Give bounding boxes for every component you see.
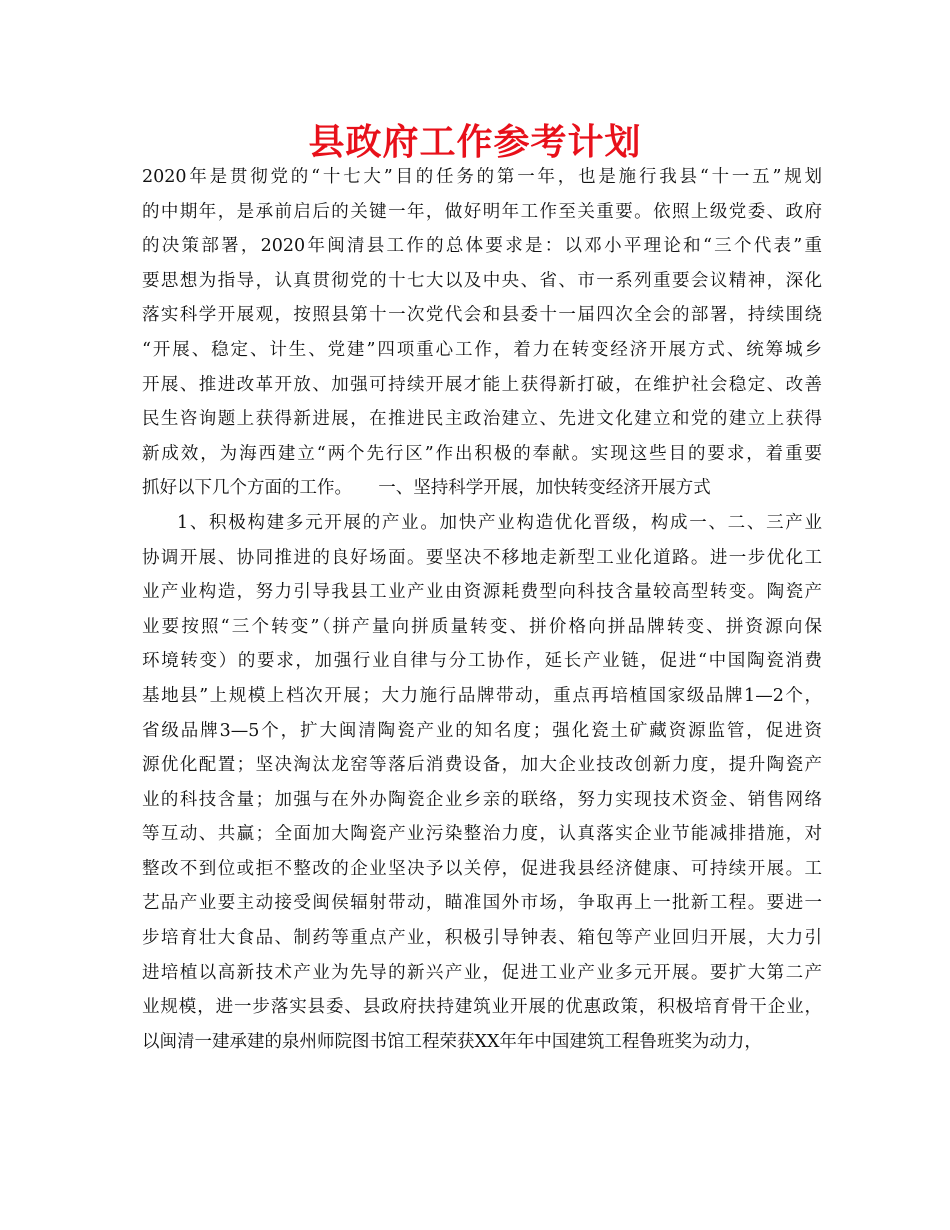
body-line: “开展、稳定、计生、党建”四项重心工作，着力在转变经济开展方式、统筹城乡: [142, 339, 822, 360]
body-line: 新成效，为海西建立“两个先行区”作出积极的奉献。实现这些目的要求，着重要: [142, 443, 822, 464]
body-line: 要思想为指导，认真贯彻党的十七大以及中央、省、市一系列重要会议精神，深化: [142, 270, 822, 291]
body-line: 艺品产业要主动接受闽侯辐射带动，瞄准国外市场，争取再上一批新工程。要进一: [142, 893, 822, 914]
document-title: 县政府工作参考计划: [308, 121, 642, 163]
body-line: 协调开展、协同推进的良好场面。要坚决不移地走新型工业化道路。进一步优化工: [142, 547, 822, 568]
section-heading-line: 抓好以下几个方面的工作。 一、坚持科学开展，加快转变经济开展方式: [142, 478, 711, 499]
body-line: 2020年是贯彻党的“十七大”目的任务的第一年，也是施行我县“十一五”规划: [142, 167, 822, 187]
body-line: 步培育壮大食品、制药等重点产业，积极引导钟表、箱包等产业回归开展，大力引: [142, 928, 822, 949]
body-line: 业的科技含量；加强与在外办陶瓷企业乡亲的联络，努力实现技术资金、销售网络: [142, 789, 822, 810]
body-line: 开展、推进改革开放、加强可持续开展才能上获得新打破，在维护社会稳定、改善: [142, 374, 822, 395]
body-line: 源优化配置；坚决淘汰龙窑等落后消费设备，加大企业技改创新力度，提升陶瓷产: [142, 755, 822, 776]
body-line: 业要按照“三个转变”（拼产量向拼质量转变、拼价格向拼品牌转变、拼资源向保: [142, 616, 822, 637]
document-body: [142, 160, 822, 1059]
body-line: 以闽清一建承建的泉州师院图书馆工程荣获XX年年中国建筑工程鲁班奖为动力，: [142, 1031, 762, 1052]
body-line: 整改不到位或拒不整改的企业坚决予以关停，促进我县经济健康、可持续开展。工: [142, 858, 822, 879]
body-line: 的中期年，是承前启后的关键一年，做好明年工作至关重要。依照上级党委、政府: [142, 201, 822, 222]
body-line: 的决策部署，2020年闽清县工作的总体要求是：以邓小平理论和“三个代表”重: [142, 236, 822, 257]
body-line: 环境转变）的要求，加强行业自律与分工协作，延长产业链，促进“中国陶瓷消费: [142, 651, 822, 672]
body-line: 民生咨询题上获得新进展，在推进民主政治建立、先进文化建立和党的建立上获得: [142, 409, 822, 430]
paragraph-first-line: 1、积极构建多元开展的产业。加快产业构造优化晋级，构成一、二、三产业: [177, 512, 822, 533]
body-line: 等互动、共赢；全面加大陶瓷产业污染整治力度，认真落实企业节能减排措施，对: [142, 824, 822, 845]
body-line: 进培植以高新技术产业为先导的新兴产业，促进工业产业多元开展。要扩大第二产: [142, 962, 822, 983]
body-line: 业产业构造，努力引导我县工业产业由资源耗费型向科技含量较高型转变。陶瓷产: [142, 582, 822, 603]
body-line: 落实科学开展观，按照县第十一次党代会和县委十一届四次全会的部署，持续围绕: [142, 305, 822, 326]
body-line: 基地县”上规模上档次开展；大力施行品牌带动，重点再培植国家级品牌1—2个，: [142, 685, 822, 706]
body-line: 业规模，进一步落实县委、县政府扶持建筑业开展的优惠政策，积极培育骨干企业，: [142, 997, 822, 1018]
body-line: 省级品牌3—5个，扩大闽清陶瓷产业的知名度；强化瓷土矿藏资源监管，促进资: [142, 720, 822, 741]
